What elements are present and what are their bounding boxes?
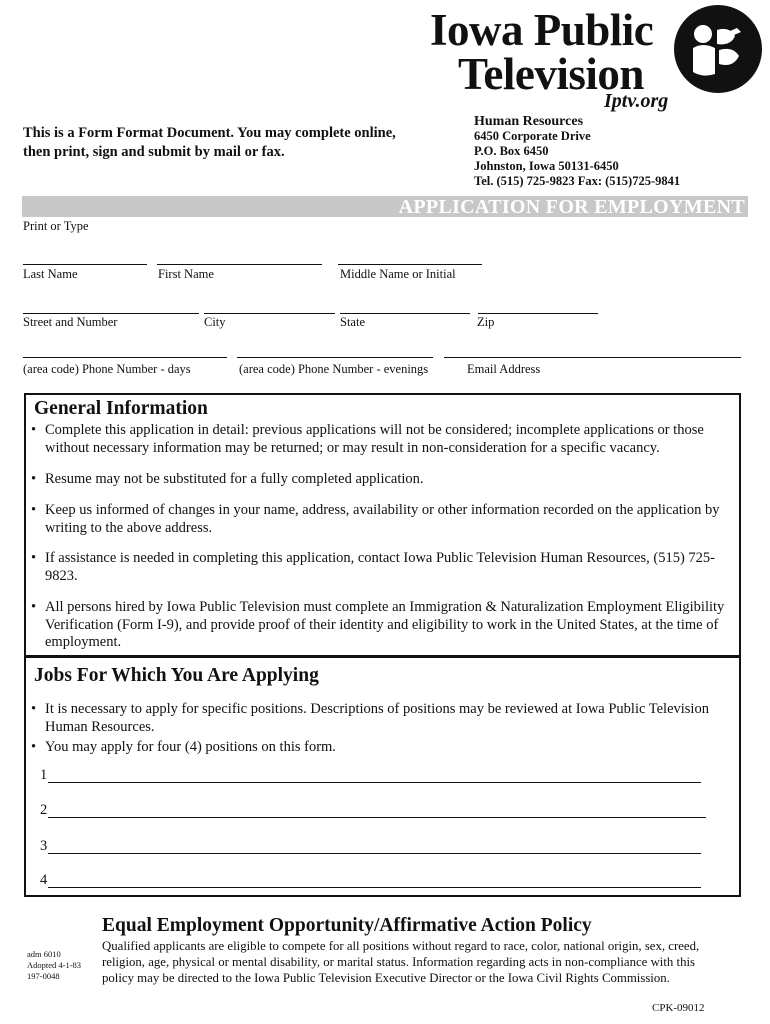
bullet-icon: • [31, 550, 37, 566]
zip-label: Zip [477, 315, 495, 329]
position-number-3: 3 [40, 838, 48, 854]
state-field[interactable] [340, 313, 470, 314]
brand-name-line2: Television [458, 49, 644, 99]
phone-evenings-label: (area code) Phone Number - evenings [239, 362, 429, 376]
form-title: APPLICATION FOR EMPLOYMENT [398, 196, 745, 218]
general-bullet-5: • All persons hired by Iowa Public Television must complete an Immigration & Naturalization Employment Eligibility Verification (Form I-9), and provide proof of their identity and eligibility to work in the United States, at the time of employment. [31, 599, 725, 650]
city-field[interactable] [204, 313, 335, 314]
form-id-block [27, 949, 81, 982]
hr-city: Johnston, Iowa 50131-6450 [474, 159, 619, 173]
middle-name-label: Middle Name or Initial [340, 267, 456, 281]
hr-pobox: P.O. Box 6450 [474, 144, 549, 158]
brand-name-line1: Iowa Public [430, 5, 654, 55]
form-title-banner [22, 196, 748, 217]
general-bullet-1: • Complete this application in detail: previous applications will not be considered; incomplete applications or those without necessary information may be returned; or may result in non-consideration for a specific vacancy. [31, 422, 704, 456]
pbs-logo-icon [673, 4, 763, 94]
hr-phone: Tel. (515) 725-9823 Fax: (515)725-9841 [474, 174, 681, 188]
brand-url: Iptv.org [604, 90, 669, 112]
position-field-4[interactable] [48, 887, 701, 888]
position-number-2: 2 [40, 802, 48, 818]
bullet-icon: • [31, 502, 37, 518]
form-id-line2: Adopted 4-1-83 [27, 960, 82, 970]
phone-days-label: (area code) Phone Number - days [23, 362, 191, 376]
general-bullet-2: • Resume may not be substituted for a fully completed application. [31, 471, 424, 487]
eeo-text: Qualified applicants are eligible to compete for all positions without regard to race, color, national origin, sex, creed, religion, age, physical or mental disability, or marital status. Information regarding acts in non-compliance with this policy may be directed to the Iowa Public Television Executive Director or the Iowa Civil Rights Commission. [102, 939, 700, 985]
city-label: City [204, 315, 226, 329]
hr-dept: Human Resources [474, 114, 584, 129]
email-field[interactable] [444, 357, 741, 358]
first-name-field[interactable] [157, 264, 322, 265]
zip-field[interactable] [478, 313, 598, 314]
bullet-icon: • [31, 599, 37, 615]
bullet-icon: • [31, 471, 37, 487]
general-bullet-3: • Keep us informed of changes in your name, address, availability or other information recorded on the application by writing to the above address. [31, 502, 720, 536]
hr-contact-block [474, 114, 680, 189]
eeo-title: Equal Employment Opportunity/Affirmative Action Policy [102, 915, 592, 936]
last-name-label: Last Name [23, 267, 78, 281]
jobs-title: Jobs For Which You Are Applying [34, 665, 319, 686]
email-label: Email Address [467, 362, 541, 376]
street-field[interactable] [23, 313, 199, 314]
first-name-label: First Name [158, 267, 214, 281]
print-note: Print or Type [23, 219, 89, 233]
jobs-bullet-1: • It is necessary to apply for specific positions. Descriptions of positions may be reviewed at Iowa Public Television Human Resources. [31, 701, 709, 735]
state-label: State [340, 315, 365, 329]
bullet-icon: • [31, 739, 37, 755]
form-id-line1: adm 6010 [27, 949, 61, 959]
position-field-1[interactable] [48, 782, 701, 783]
position-number-1: 1 [40, 767, 48, 783]
general-info-title: General Information [34, 398, 208, 419]
street-label: Street and Number [23, 315, 118, 329]
general-bullet-4: • If assistance is needed in completing this application, contact Iowa Public Television Human Resources, (515) 725-9823. [31, 550, 715, 584]
phone-evenings-field[interactable] [237, 357, 433, 358]
middle-name-field[interactable] [338, 264, 482, 265]
hr-street: 6450 Corporate Drive [474, 129, 591, 143]
jobs-bullet-2: • You may apply for four (4) positions on this form. [31, 739, 336, 755]
position-field-2[interactable] [48, 817, 706, 818]
bullet-icon: • [31, 422, 37, 438]
phone-days-field[interactable] [23, 357, 227, 358]
footer-code: CPK-09012 [652, 1002, 705, 1014]
position-number-4: 4 [40, 872, 48, 888]
form-id-line3: 197-0048 [27, 971, 60, 981]
last-name-field[interactable] [23, 264, 147, 265]
position-field-3[interactable] [48, 853, 701, 854]
jobs-box [24, 656, 741, 897]
form-intro-text: This is a Form Format Document. You may complete online, then print, sign and submit by mail or fax. [23, 125, 396, 160]
bullet-icon: • [31, 701, 37, 717]
